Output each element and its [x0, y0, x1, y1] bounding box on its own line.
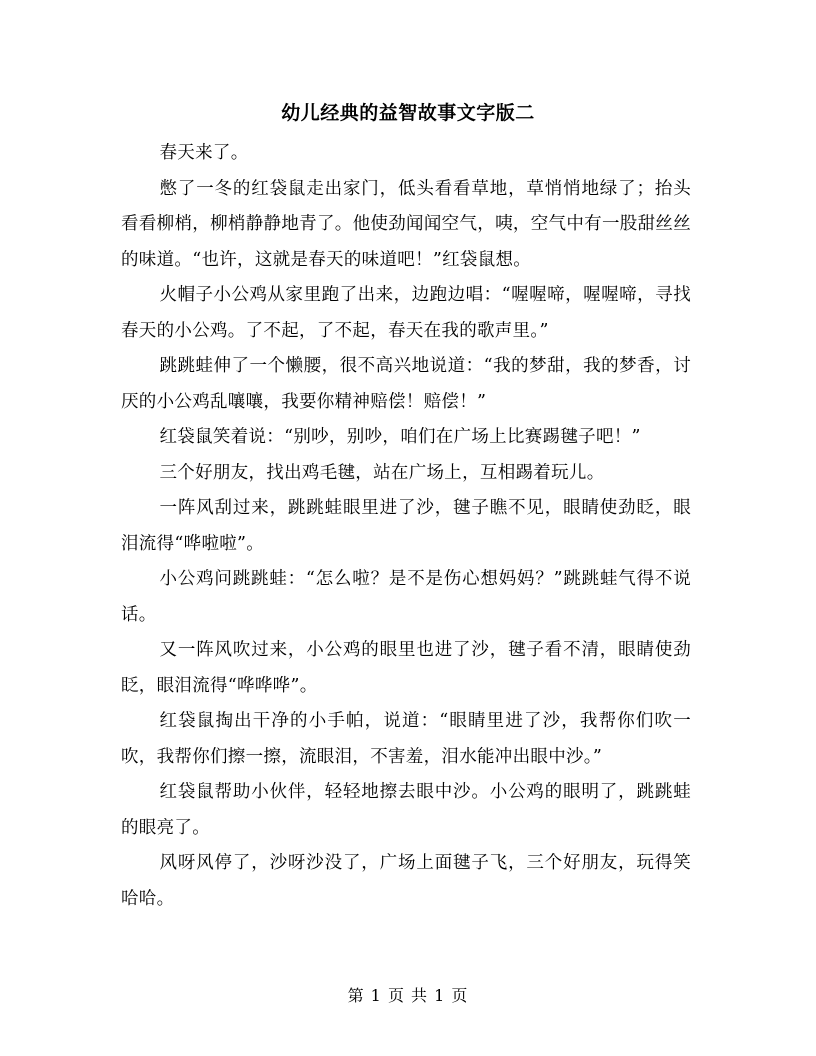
- paragraph: 憋了一冬的红袋鼠走出家门，低头看看草地，草悄悄地绿了；抬头看看柳梢，柳梢静静地青了。他使劲闻闻空气，咦，空气中有一股甜丝丝的味道。“也许，这就是春天的味道吧！”红袋鼠想。: [121, 178, 691, 270]
- paragraph: 红袋鼠掏出干净的小手帕，说道：“眼睛里进了沙，我帮你们吹一吹，我帮你们擦一擦，流眼泪，不害羞，泪水能冲出眼中沙。”: [121, 711, 691, 767]
- paragraph: 火帽子小公鸡从家里跑了出来，边跑边唱：“喔喔啼，喔喔啼，寻找春天的小公鸡。了不起，了不起，春天在我的歌声里。”: [121, 285, 691, 341]
- paragraph: 风呀风停了，沙呀沙没了，广场上面毽子飞，三个好朋友，玩得笑哈哈。: [121, 853, 691, 909]
- page-number-footer: 第 1 页 共 1 页: [347, 986, 469, 1005]
- paragraph: 春天来了。: [159, 143, 249, 163]
- paragraph: 三个好朋友，找出鸡毛毽，站在广场上，互相踢着玩儿。: [159, 462, 605, 483]
- document-title: 幼儿经典的益智故事文字版二: [281, 102, 535, 124]
- paragraph: 红袋鼠笑着说：“别吵，别吵，咱们在广场上比赛踢毽子吧！”: [159, 427, 641, 447]
- paragraph: 一阵风刮过来，跳跳蛙眼里进了沙，毽子瞧不见，眼睛使劲眨，眼泪流得“哗啦啦”。: [121, 498, 691, 554]
- paragraph: 跳跳蛙伸了一个懒腰，很不高兴地说道：“我的梦甜，我的梦香，讨厌的小公鸡乱嚷嚷，我要你精神赔偿！赔偿！”: [121, 356, 691, 412]
- paragraph: 红袋鼠帮助小伙伴，轻轻地擦去眼中沙。小公鸡的眼明了，跳跳蛙的眼亮了。: [121, 782, 691, 838]
- document-body: [121, 136, 691, 917]
- paragraph: 小公鸡问跳跳蛙：“怎么啦？是不是伤心想妈妈？”跳跳蛙气得不说话。: [121, 569, 691, 625]
- paragraph: 又一阵风吹过来，小公鸡的眼里也进了沙，毽子看不清，眼睛使劲眨，眼泪流得“哗哗哗”。: [121, 640, 691, 696]
